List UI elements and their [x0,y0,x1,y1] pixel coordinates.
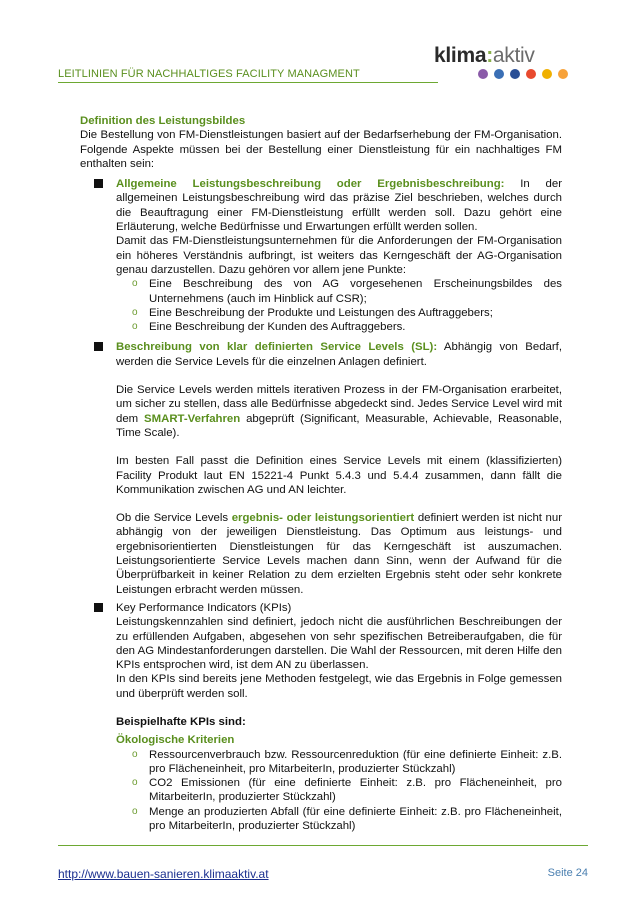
list-item [116,805,562,834]
logo-light-part: aktiv [492,44,535,67]
bullet-item [80,340,562,596]
bullet-paragraph: Damit das FM-Dienstleistungsunternehmen für die Anforderungen der FM-Organisation ein höheres Verständnis aufbringt, ist weiters das Kerngeschäft der AG-Organisation genau darzustellen. Dazu gehören vor allem jene Punkte: [116,235,562,276]
list-item [116,277,562,306]
circle-bullet-icon: o [132,306,138,318]
logo-bold-part: klima [434,44,487,67]
circle-bullet-icon: o [132,777,138,789]
circle-bullet-icon: o [132,278,138,290]
bullet-paragraph: Leistungskennzahlen sind definiert, jedoch nicht die ausführlichen Beschreibungen der zu erfüllenden Aufgaben, abgesehen von sehr spezifischen Betreiberaufgaben, die für den AG Mindestanforderungen darstellen. Die Wahl der Ressourcen, mit deren Hilfe den KPIs entsprochen wird, ist dem AN zu überlassen. [116,616,562,672]
footer-url-link[interactable]: http://www.bauen-sanieren.klimaaktiv.at [58,867,269,881]
paragraph-gap [116,497,562,511]
highlight-term: SMART-Verfahren [144,412,241,425]
bullet-text: Abhängig von Bedarf, werden die Service Levels für die einzelnen Anlagen definiert. [116,341,562,368]
logo-separator: : [486,44,493,67]
bullet-title: Allgemeine Leistungsbeschreibung oder Ergebnisbeschreibung: [116,178,505,191]
header-rule [58,82,438,83]
paragraph-gap [116,701,562,715]
list-item-text: Eine Beschreibung der Produkte und Leistungen des Auftraggebers; [149,306,493,319]
bullet-paragraph: In den KPIs sind bereits jene Methoden festgelegt, wie das Ergebnis in Folge gemessen und überprüft werden soll. [116,673,562,700]
bullet-paragraph [116,511,562,597]
page-number: Seite 24 [547,867,588,879]
paragraph-text: abgeprüft (Significant, Measurable, Achievable, Reasonable, Time Scale). [116,412,563,439]
logo-dot [526,69,536,79]
bullet-paragraph [116,383,562,440]
highlight-term: ergebnis- oder leistungsorientiert [231,512,415,525]
bullet-paragraph: Im besten Fall passt die Definition eines Service Levels mit einem (klassifizierten) Facility Produkt laut EN 15221-4 Punkt 5.4.3 und 5.4.4 zusammen, dann fällt die Kommunikation zwischen AG und AN leichter. [116,455,562,496]
section-intro: Die Bestellung von FM-Dienstleistungen basiert auf der Bedarfserhebung der FM-Organisation. Folgende Aspekte müssen bei der Bestellung einer Dienstleistung für ein nachhaltiges FM enthalten sein: [80,129,562,170]
logo-dot [510,69,520,79]
list-item-text: Eine Beschreibung der Kunden des Auftraggebers. [149,321,406,334]
list-item [116,306,562,320]
bullet-title: Beschreibung von klar definierten Service Levels (SL): [116,341,438,354]
bullet-item [80,177,562,334]
logo-dot [542,69,552,79]
circle-bullet-icon: o [132,321,138,333]
list-item-text: Eine Beschreibung des von AG vorgesehenen Erscheinungsbildes des Unternehmens (auch im Hinblick auf CSR); [149,278,562,305]
footer-rule [58,845,588,846]
bullet-title: Key Performance Indicators (KPIs) [116,601,292,614]
paragraph-text: Die Service Levels werden mittels iterativen Prozess in der FM-Organisation erarbeitet, um sicher zu stellen, dass alle Bedürfnisse abgedeckt sind. Jedes Service Level wird mit dem [116,384,562,425]
section-heading: Definition des Leistungsbildes [80,115,246,127]
bullet-item [80,601,562,833]
square-bullet-icon [94,342,103,351]
list-item [116,776,562,805]
circle-bullet-icon: o [132,748,138,760]
list-item-text: Ressourcenverbrauch bzw. Ressourcenreduktion (für eine definierte Einheit: z.B. pro Flächeneinheit, pro MitarbeiterIn, produzierter Stückzahl) [149,748,562,775]
page-content [80,114,562,833]
klimaaktiv-logo [434,44,584,84]
logo-dot [558,69,568,79]
logo-dot [478,69,488,79]
paragraph-gap [116,440,562,454]
eco-heading: Ökologische Kriterien [116,734,235,747]
bullet-paragraph [116,340,562,369]
bullet-list [80,177,562,833]
bullet-text: In der allgemeinen Leistungsbeschreibung wird das präzise Ziel beschrieben, welches durch die Beauftragung einer FM-Dienstleistung erfüllt werden soll. Dazu gehört eine Erläuterung, welche Bedürfnisse und Erwartungen erfüllt werden sollen. [116,178,563,234]
circle-bullet-icon: o [132,805,138,817]
list-item [116,748,562,777]
header-title: LEITLINIEN FÜR NACHHALTIGES FACILITY MANAGMENT [58,68,360,80]
bullet-paragraph [116,177,562,234]
logo-dot [494,69,504,79]
paragraph-text: definiert werden ist nicht nur abhängig von der jeweiligen Dienstleistung. Das Optimum aus leistungs- und ergebnisorientierten Dienstleistungen für das Kerngeschäft ist auszumachen. Leistungsorientierte Service Levels machen dann Sinn, wenn der Aufwand für die Überprüfbarkeit in keiner Relation zu dem erzielten Ergebnis steht oder sehr konkrete Leistungen erbracht werden müssen. [116,512,562,596]
list-item [116,320,562,334]
square-bullet-icon [94,179,103,188]
list-item-text: Menge an produzierten Abfall (für eine definierte Einheit: z.B. pro Flächeneinheit, pro MitarbeiterIn, produzierter Stückzahl) [149,805,562,833]
list-item-text: CO2 Emissionen (für eine definierte Einheit: z.B. pro Flächeneinheit, pro MitarbeiterIn, produzierter Stückzahl) [149,777,562,804]
square-bullet-icon [94,603,103,612]
examples-heading: Beispielhafte KPIs sind: [116,715,246,728]
logo-text [434,44,535,68]
paragraph-text: Ob die Service Levels [116,512,232,525]
paragraph-gap [116,369,562,383]
